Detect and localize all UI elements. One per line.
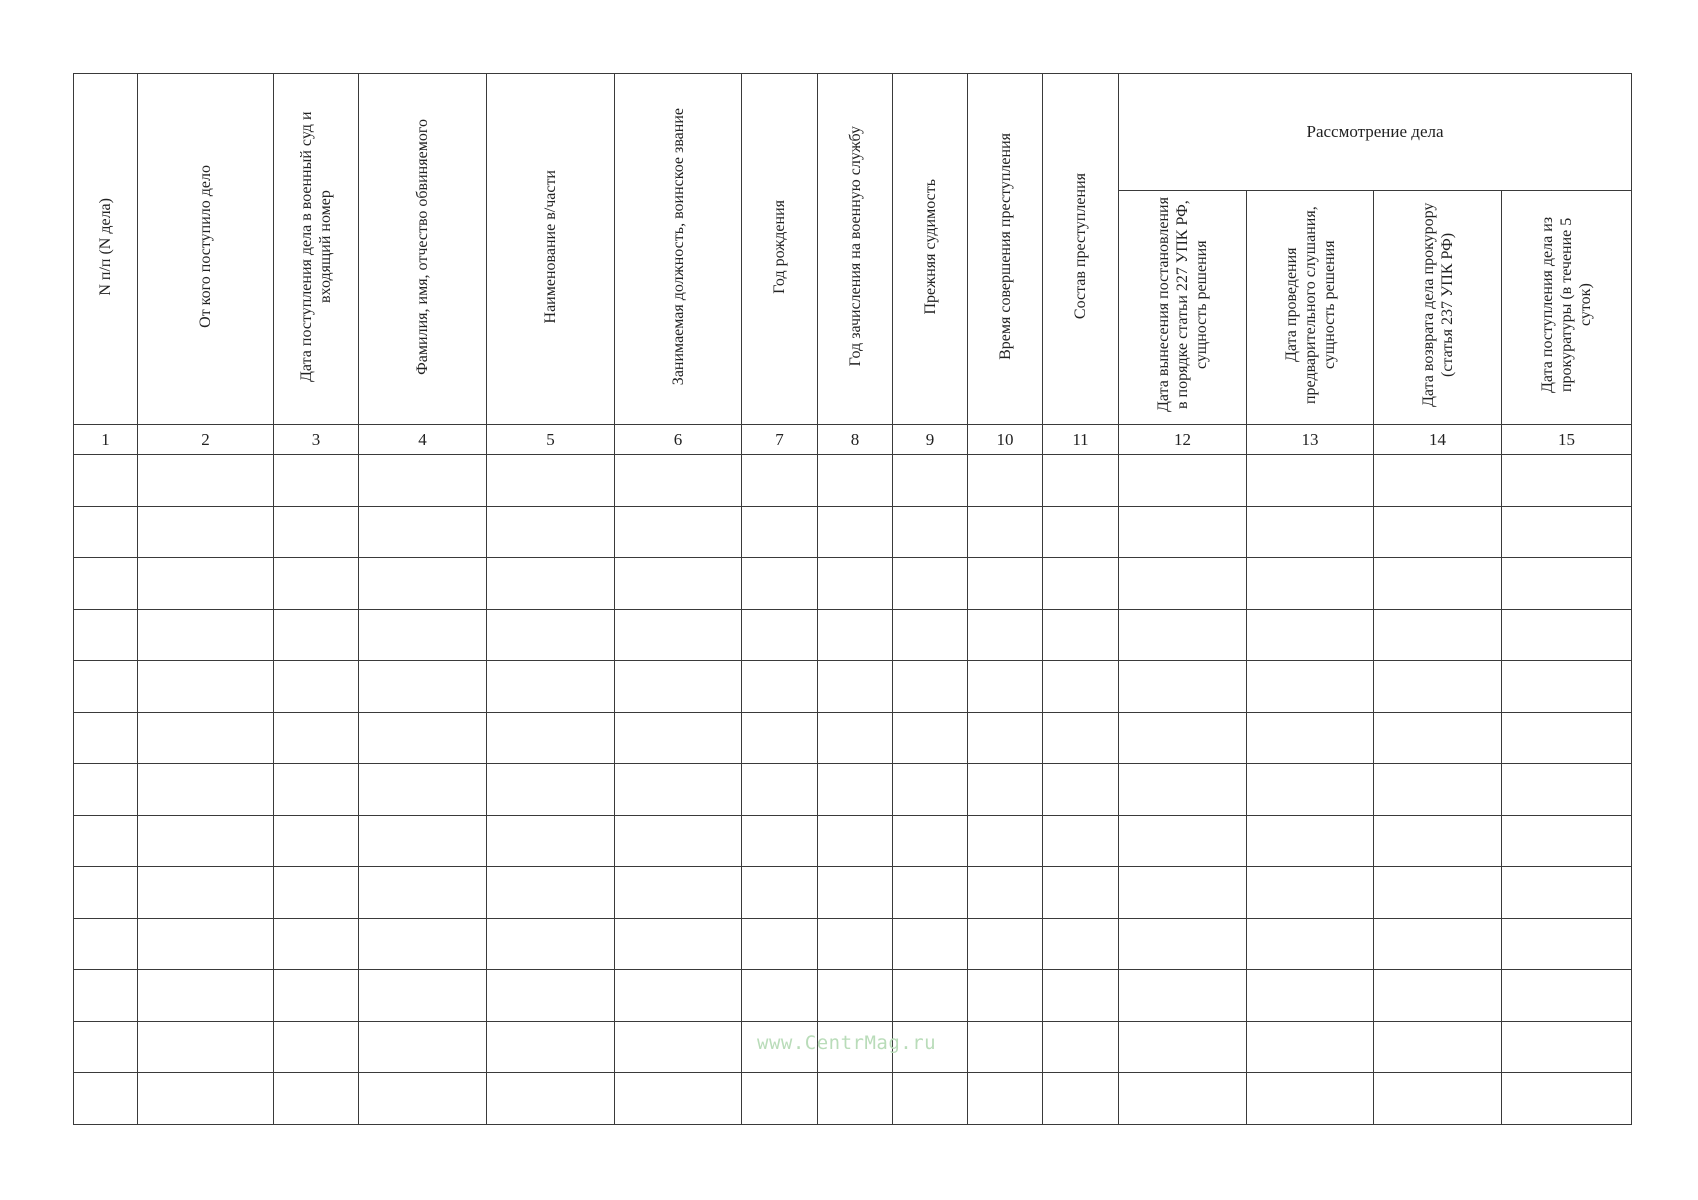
table-cell xyxy=(274,815,359,867)
table-cell xyxy=(138,558,274,610)
journal-table xyxy=(73,73,1632,1125)
table-cell xyxy=(487,661,615,713)
table-cell xyxy=(359,609,487,661)
table-cell xyxy=(968,609,1043,661)
table-row xyxy=(74,506,1632,558)
table-cell xyxy=(487,764,615,816)
table-cell xyxy=(1374,1021,1502,1073)
table-cell xyxy=(1043,918,1119,970)
table-cell xyxy=(138,867,274,919)
header-label-6: Занимаемая должность, воинское звание xyxy=(669,107,687,386)
table-cell xyxy=(742,815,818,867)
table-cell xyxy=(818,918,893,970)
table-cell xyxy=(274,506,359,558)
table-cell xyxy=(1247,1021,1374,1073)
table-row xyxy=(74,609,1632,661)
table-cell xyxy=(274,609,359,661)
table-cell xyxy=(487,1073,615,1125)
table-cell xyxy=(138,506,274,558)
table-cell xyxy=(818,815,893,867)
table-cell xyxy=(893,506,968,558)
column-number: 2 xyxy=(138,425,274,455)
table-cell xyxy=(615,712,742,764)
column-number: 8 xyxy=(818,425,893,455)
table-cell xyxy=(1119,661,1247,713)
table-cell xyxy=(1119,1021,1247,1073)
group-header-title: Рассмотрение дела xyxy=(1306,122,1444,142)
table-cell xyxy=(615,764,742,816)
table-cell xyxy=(74,712,138,764)
table-cell xyxy=(359,815,487,867)
table-cell xyxy=(138,661,274,713)
table-row xyxy=(74,558,1632,610)
table-cell xyxy=(1502,918,1632,970)
table-cell xyxy=(742,455,818,507)
column-number: 12 xyxy=(1119,425,1247,455)
header-cell-14 xyxy=(1374,191,1502,425)
table-cell xyxy=(1247,455,1374,507)
table-cell xyxy=(742,712,818,764)
table-cell xyxy=(968,455,1043,507)
column-number-row xyxy=(74,425,1632,455)
table-cell xyxy=(1247,1073,1374,1125)
watermark-text: www.CentrMag.ru xyxy=(757,1032,937,1054)
table-cell xyxy=(274,455,359,507)
table-cell xyxy=(1502,661,1632,713)
table-cell xyxy=(1119,1073,1247,1125)
table-cell xyxy=(1247,764,1374,816)
table-cell xyxy=(968,712,1043,764)
table-cell xyxy=(487,1021,615,1073)
table-cell xyxy=(818,1073,893,1125)
table-cell xyxy=(742,609,818,661)
table-cell xyxy=(1247,815,1374,867)
table-cell xyxy=(487,506,615,558)
table-cell xyxy=(274,764,359,816)
table-cell xyxy=(1119,815,1247,867)
header-label-5: Наименование в/части xyxy=(542,169,559,324)
table-cell xyxy=(138,1021,274,1073)
table-cell xyxy=(1502,764,1632,816)
table-cell xyxy=(893,558,968,610)
table-cell xyxy=(1502,506,1632,558)
header-label-15: Дата поступления дела из прокуратуры (в течение 5 суток) xyxy=(1539,217,1595,394)
table-cell xyxy=(615,918,742,970)
column-number: 7 xyxy=(742,425,818,455)
table-cell xyxy=(1119,455,1247,507)
header-label-2: От кого поступило дело xyxy=(197,165,214,328)
table-cell xyxy=(742,1073,818,1125)
table-cell xyxy=(138,764,274,816)
header-label-4: Фамилия, имя, отчество обвиняемого xyxy=(414,118,431,375)
group-header-cell xyxy=(1119,74,1632,191)
table-cell xyxy=(359,764,487,816)
column-number: 11 xyxy=(1043,425,1119,455)
table-cell xyxy=(968,918,1043,970)
table-cell xyxy=(742,661,818,713)
table-cell xyxy=(615,1073,742,1125)
table-cell xyxy=(274,712,359,764)
table-cell xyxy=(1247,609,1374,661)
table-cell xyxy=(274,918,359,970)
header-label-3: Дата поступления дела в военный суд и входящий номер xyxy=(298,111,334,382)
table-cell xyxy=(274,970,359,1022)
table-cell xyxy=(893,712,968,764)
table-cell xyxy=(274,1021,359,1073)
header-cell-6 xyxy=(615,74,742,425)
table-cell xyxy=(274,661,359,713)
header-label-1: N п/п (N дела) xyxy=(97,197,114,296)
table-cell xyxy=(615,609,742,661)
table-cell xyxy=(74,867,138,919)
header-label-11: Состав преступления xyxy=(1072,173,1089,320)
table-cell xyxy=(1502,558,1632,610)
table-cell xyxy=(1043,506,1119,558)
table-cell xyxy=(1374,970,1502,1022)
table-cell xyxy=(1374,558,1502,610)
table-cell xyxy=(615,661,742,713)
table-cell xyxy=(893,867,968,919)
column-number: 5 xyxy=(487,425,615,455)
table-cell xyxy=(615,506,742,558)
table-cell xyxy=(487,712,615,764)
table-row xyxy=(74,815,1632,867)
table-cell xyxy=(742,867,818,919)
table-cell xyxy=(1374,867,1502,919)
table-cell xyxy=(1374,712,1502,764)
table-cell xyxy=(1043,764,1119,816)
header-cell-12 xyxy=(1119,191,1247,425)
table-cell xyxy=(1502,712,1632,764)
table-cell xyxy=(1043,1021,1119,1073)
table-cell xyxy=(968,661,1043,713)
header-label-7: Год рождения xyxy=(771,199,788,294)
column-number: 3 xyxy=(274,425,359,455)
table-cell xyxy=(1502,1073,1632,1125)
table-cell xyxy=(74,764,138,816)
table-cell xyxy=(487,815,615,867)
header-label-9: Прежняя судимость xyxy=(921,178,939,315)
table-cell xyxy=(1043,867,1119,919)
table-cell xyxy=(615,1021,742,1073)
header-cell-11 xyxy=(1043,74,1119,425)
table-row xyxy=(74,1073,1632,1125)
table-cell xyxy=(1043,970,1119,1022)
table-cell xyxy=(1502,455,1632,507)
table-cell xyxy=(818,558,893,610)
table-cell xyxy=(487,558,615,610)
table-cell xyxy=(1043,712,1119,764)
table-cell xyxy=(1043,455,1119,507)
table-cell xyxy=(138,455,274,507)
table-cell xyxy=(615,867,742,919)
table-cell xyxy=(742,970,818,1022)
table-cell xyxy=(274,558,359,610)
table-cell xyxy=(968,970,1043,1022)
table-cell xyxy=(1247,970,1374,1022)
table-cell xyxy=(968,764,1043,816)
table-cell xyxy=(1043,609,1119,661)
header-cell-4 xyxy=(359,74,487,425)
table-row xyxy=(74,918,1632,970)
table-cell xyxy=(1119,918,1247,970)
table-cell xyxy=(74,970,138,1022)
table-cell xyxy=(74,609,138,661)
header-label-10: Время совершения преступления xyxy=(996,133,1014,360)
table-cell xyxy=(274,1073,359,1125)
table-row xyxy=(74,970,1632,1022)
table-cell xyxy=(1043,661,1119,713)
table-cell xyxy=(1119,764,1247,816)
table-cell xyxy=(1374,918,1502,970)
table-cell xyxy=(818,609,893,661)
table-cell xyxy=(968,815,1043,867)
table-cell xyxy=(968,1073,1043,1125)
column-number: 1 xyxy=(74,425,138,455)
header-cell-7 xyxy=(742,74,818,425)
table-cell xyxy=(359,970,487,1022)
table-cell xyxy=(359,867,487,919)
header-cell-15 xyxy=(1502,191,1632,425)
table-row xyxy=(74,867,1632,919)
table-cell xyxy=(138,712,274,764)
table-cell xyxy=(893,918,968,970)
table-cell xyxy=(818,455,893,507)
table-cell xyxy=(1374,1073,1502,1125)
table-cell xyxy=(818,764,893,816)
table-cell xyxy=(1119,609,1247,661)
column-number: 6 xyxy=(615,425,742,455)
table-cell xyxy=(74,815,138,867)
table-cell xyxy=(615,815,742,867)
table-cell xyxy=(742,918,818,970)
table-cell xyxy=(359,558,487,610)
table-cell xyxy=(1043,558,1119,610)
table-cell xyxy=(1374,506,1502,558)
table-cell xyxy=(74,1073,138,1125)
table-cell xyxy=(74,558,138,610)
table-cell xyxy=(893,815,968,867)
header-cell-10 xyxy=(968,74,1043,425)
table-cell xyxy=(818,506,893,558)
table-cell xyxy=(1502,970,1632,1022)
table-cell xyxy=(1502,1021,1632,1073)
table-cell xyxy=(1119,558,1247,610)
header-cell-1 xyxy=(74,74,138,425)
table-cell xyxy=(359,1073,487,1125)
table-cell xyxy=(1374,455,1502,507)
column-number: 14 xyxy=(1374,425,1502,455)
table-row xyxy=(74,661,1632,713)
table-cell xyxy=(742,764,818,816)
table-cell xyxy=(742,558,818,610)
table-cell xyxy=(818,661,893,713)
table-cell xyxy=(968,558,1043,610)
table-cell xyxy=(1247,506,1374,558)
table-cell xyxy=(359,918,487,970)
table-cell xyxy=(1119,712,1247,764)
table-cell xyxy=(893,1073,968,1125)
header-row-top xyxy=(74,74,1632,191)
header-label-14: Дата возврата дела прокурору (статья 237 УПК РФ) xyxy=(1419,202,1456,408)
table-cell xyxy=(968,506,1043,558)
table-cell xyxy=(1247,661,1374,713)
table-cell xyxy=(818,712,893,764)
table-cell xyxy=(1247,867,1374,919)
table-cell xyxy=(138,815,274,867)
table-cell xyxy=(1374,661,1502,713)
table-cell xyxy=(1119,506,1247,558)
table-cell xyxy=(359,1021,487,1073)
table-cell xyxy=(138,918,274,970)
table-cell xyxy=(274,867,359,919)
header-cell-13 xyxy=(1247,191,1374,425)
table-cell xyxy=(487,918,615,970)
column-number: 9 xyxy=(893,425,968,455)
header-cell-3 xyxy=(274,74,359,425)
column-number: 13 xyxy=(1247,425,1374,455)
table-cell xyxy=(359,712,487,764)
table-cell xyxy=(893,970,968,1022)
table-cell xyxy=(893,661,968,713)
table-cell xyxy=(359,661,487,713)
table-cell xyxy=(487,455,615,507)
table-cell xyxy=(74,455,138,507)
table-cell xyxy=(74,918,138,970)
header-label-12: Дата вынесения постановления в порядке статьи 227 УПК РФ, сущность решения xyxy=(1155,197,1210,413)
table-cell xyxy=(1247,712,1374,764)
table-cell xyxy=(1119,970,1247,1022)
table-cell xyxy=(74,661,138,713)
table-cell xyxy=(487,609,615,661)
table-cell xyxy=(1247,918,1374,970)
table-cell xyxy=(968,867,1043,919)
table-cell xyxy=(487,867,615,919)
column-number: 4 xyxy=(359,425,487,455)
table-cell xyxy=(1502,815,1632,867)
table-cell xyxy=(615,558,742,610)
table-cell xyxy=(893,455,968,507)
table-cell xyxy=(487,970,615,1022)
table-cell xyxy=(893,764,968,816)
table-cell xyxy=(1043,1073,1119,1125)
table-cell xyxy=(1247,558,1374,610)
header-cell-5 xyxy=(487,74,615,425)
table-cell xyxy=(818,970,893,1022)
table-cell xyxy=(1043,815,1119,867)
table-cell xyxy=(1374,764,1502,816)
header-cell-9 xyxy=(893,74,968,425)
table-cell xyxy=(615,455,742,507)
table-cell xyxy=(1502,609,1632,661)
header-label-13: Дата проведения предварительного слушания, сущность решения xyxy=(1282,206,1338,405)
table-cell xyxy=(968,1021,1043,1073)
table-cell xyxy=(893,609,968,661)
table-row xyxy=(74,764,1632,816)
header-cell-2 xyxy=(138,74,274,425)
table-cell xyxy=(1119,867,1247,919)
table-cell xyxy=(74,506,138,558)
table-cell xyxy=(138,609,274,661)
column-number: 15 xyxy=(1502,425,1632,455)
table-cell xyxy=(1502,867,1632,919)
header-cell-8 xyxy=(818,74,893,425)
table-cell xyxy=(1374,609,1502,661)
table-cell xyxy=(615,970,742,1022)
table-cell xyxy=(138,1073,274,1125)
table-row xyxy=(74,455,1632,507)
column-number: 10 xyxy=(968,425,1043,455)
table-cell xyxy=(138,970,274,1022)
table-cell xyxy=(359,506,487,558)
table-cell xyxy=(818,867,893,919)
table-cell xyxy=(742,506,818,558)
table-cell xyxy=(359,455,487,507)
table-cell xyxy=(1374,815,1502,867)
table-cell xyxy=(74,1021,138,1073)
table-row xyxy=(74,712,1632,764)
header-label-8: Год зачисления на военную службу xyxy=(846,126,864,367)
